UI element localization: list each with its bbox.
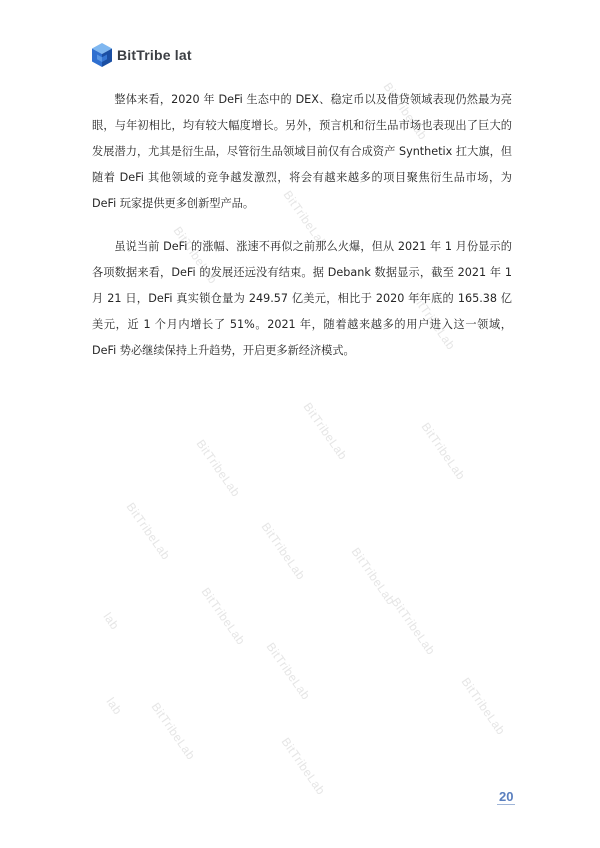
watermark: BitTribeLab <box>198 585 249 648</box>
watermark: BitTribeLab <box>258 520 309 583</box>
watermark: BitTribeLab <box>280 188 331 251</box>
paragraph: 整体来看，2020 年 DeFi 生态中的 DEX、稳定币以及借贷领域表现仍然最为亮眼，与年初相比，均有较大幅度增长。另外，预言机和衍生品市场也表现出了巨大的发展潜力，尤其是衍生品，尽管衍生品领域目前仅有合成资产 Synthetix 扛大旗，但随着 DeFi 其他领域的竞争越发激烈，将会有越来越多的项目聚焦衍生品市场，为 DeFi 玩家提供更多创新型产品。 <box>92 93 512 210</box>
watermark: lab <box>100 610 123 633</box>
watermark: BitTribeLab <box>408 290 459 353</box>
page-number: 20 <box>499 789 514 804</box>
cube-logo-icon <box>91 42 113 68</box>
brand-name: BitTribe lat <box>117 47 192 63</box>
paragraph: 虽说当前 DeFi 的涨幅、涨速不再似之前那么火爆，但从 2021 年 1 月份显示的各项数据来看，DeFi 的发展还远没有结束。据 Debank 数据显示，截至 2021 年 1 月 21 日，DeFi 真实锁仓量为 249.57 亿美元，相比于 2020 年年底的 165.38 亿美元，近 1 个月内增长了 51%。2021 年，随着越来越多的用户进入这一领域，DeFi 势必继续保持上升趋势，开启更多新经济模式。 <box>92 240 512 357</box>
watermark: BitTribeLab <box>278 735 329 798</box>
body-text <box>92 87 512 381</box>
watermark: BitTribeLab <box>458 675 509 738</box>
watermark: lab <box>103 695 126 718</box>
watermark: BitTribeLab <box>170 224 221 287</box>
watermark: BitTribeLab <box>123 500 174 563</box>
watermark: BitTribeLab <box>300 400 351 463</box>
watermark: BitTribeLab <box>148 700 199 763</box>
header-logo <box>91 42 192 68</box>
watermark: BitTribeLab <box>380 80 431 143</box>
watermark: BitTribeLab <box>193 437 244 500</box>
watermark: BitTribeLab <box>263 640 314 703</box>
watermark: BitTribeLab <box>348 545 399 608</box>
watermark: BitTribeLab <box>388 595 439 658</box>
watermark: BitTribeLab <box>418 420 469 483</box>
